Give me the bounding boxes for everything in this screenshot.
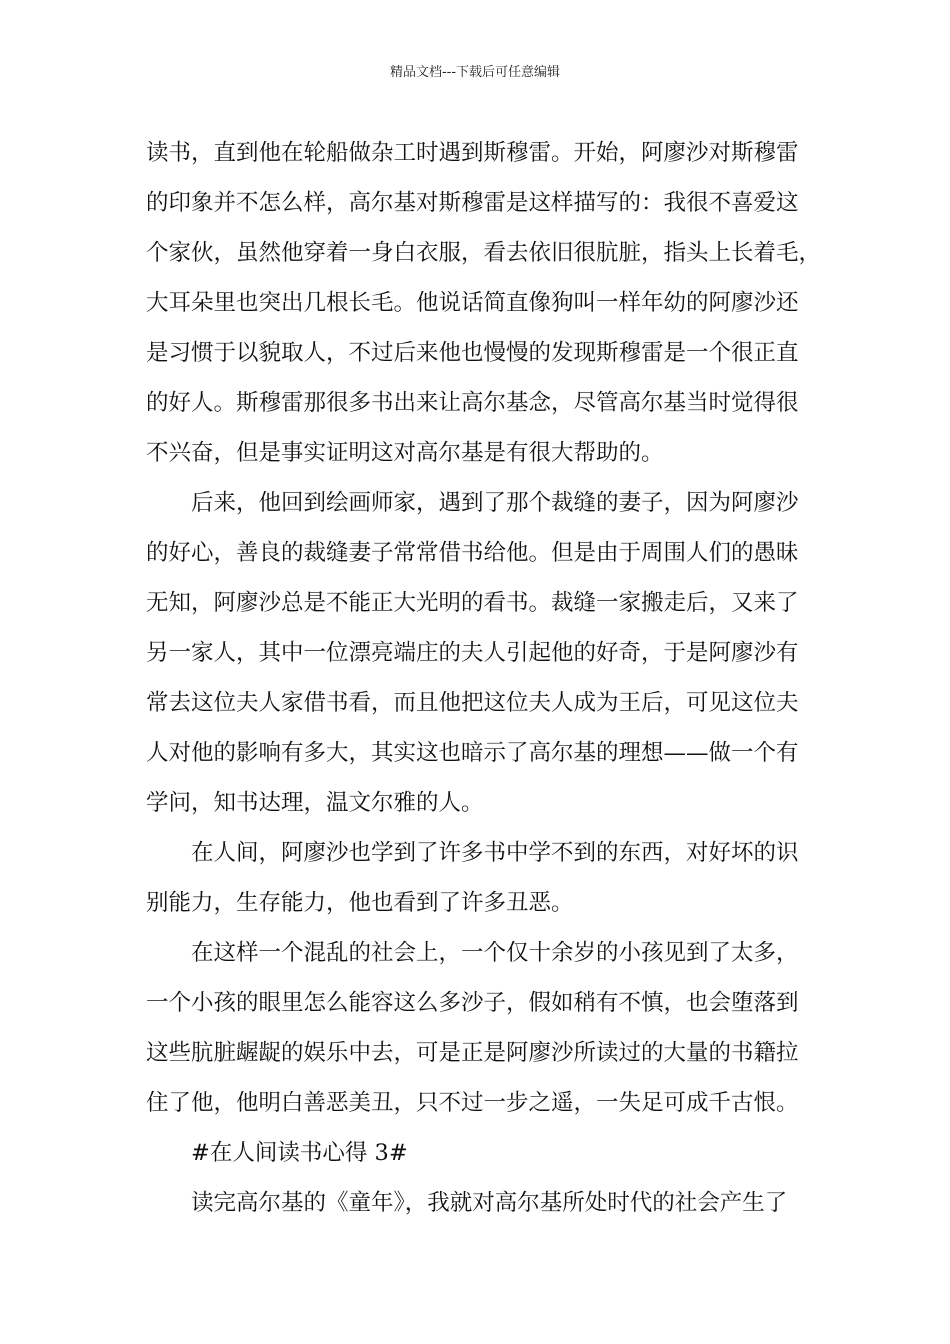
- text-line: 读书，直到他在轮船做杂工时遇到斯穆雷。开始，阿廖沙对斯穆雷: [146, 140, 799, 166]
- text-line: 一个小孩的眼里怎么能容这么多沙子，假如稍有不慎，也会堕落到: [146, 990, 799, 1016]
- paragraph-first-line: 在人间，阿廖沙也学到了许多书中学不到的东西，对好坏的识: [191, 840, 799, 866]
- text-line: 另一家人，其中一位漂亮端庄的夫人引起他的好奇，于是阿廖沙有: [146, 640, 799, 666]
- text-line: 人对他的影响有多大，其实这也暗示了高尔基的理想——做一个有: [146, 740, 799, 766]
- text-line: 常去这位夫人家借书看，而且他把这位夫人成为王后，可见这位夫: [146, 690, 799, 716]
- text-line: 不兴奋，但是事实证明这对高尔基是有很大帮助的。: [146, 440, 664, 466]
- text-line: 个家伙，虽然他穿着一身白衣服，看去依旧很肮脏，指头上长着毛，: [146, 240, 822, 266]
- document-body: [146, 128, 826, 1228]
- page-header: 精品文档---下载后可任意编辑: [389, 65, 561, 80]
- text-line: 大耳朵里也突出几根长毛。他说话简直像狗叫一样年幼的阿廖沙还: [146, 290, 799, 316]
- section-heading: #在人间读书心得 3#: [191, 1140, 408, 1166]
- text-line: 的好人。斯穆雷那很多书出来让高尔基念，尽管高尔基当时觉得很: [146, 390, 799, 416]
- paragraph-first-line: 读完高尔基的《童年》，我就对高尔基所处时代的社会产生了: [191, 1190, 788, 1216]
- paragraph-first-line: 后来，他回到绘画师家，遇到了那个裁缝的妻子，因为阿廖沙: [191, 490, 799, 516]
- text-line: 无知，阿廖沙总是不能正大光明的看书。裁缝一家搬走后，又来了: [146, 590, 799, 616]
- text-line: 住了他，他明白善恶美丑，只不过一步之遥，一失足可成千古恨。: [146, 1090, 799, 1116]
- text-line: 的印象并不怎么样，高尔基对斯穆雷是这样描写的：我很不喜爱这: [146, 190, 799, 216]
- text-line: 学问，知书达理，温文尔雅的人。: [146, 790, 484, 816]
- text-line: 别能力，生存能力，他也看到了许多丑恶。: [146, 890, 574, 916]
- text-line: 这些肮脏龌龊的娱乐中去，可是正是阿廖沙所读过的大量的书籍拉: [146, 1040, 799, 1066]
- text-line: 是习惯于以貌取人，不过后来他也慢慢的发现斯穆雷是一个很正直: [146, 340, 799, 366]
- paragraph-first-line: 在这样一个混乱的社会上，一个仅十余岁的小孩见到了太多，: [191, 940, 799, 966]
- text-line: 的好心，善良的裁缝妻子常常借书给他。但是由于周围人们的愚昧: [146, 540, 799, 566]
